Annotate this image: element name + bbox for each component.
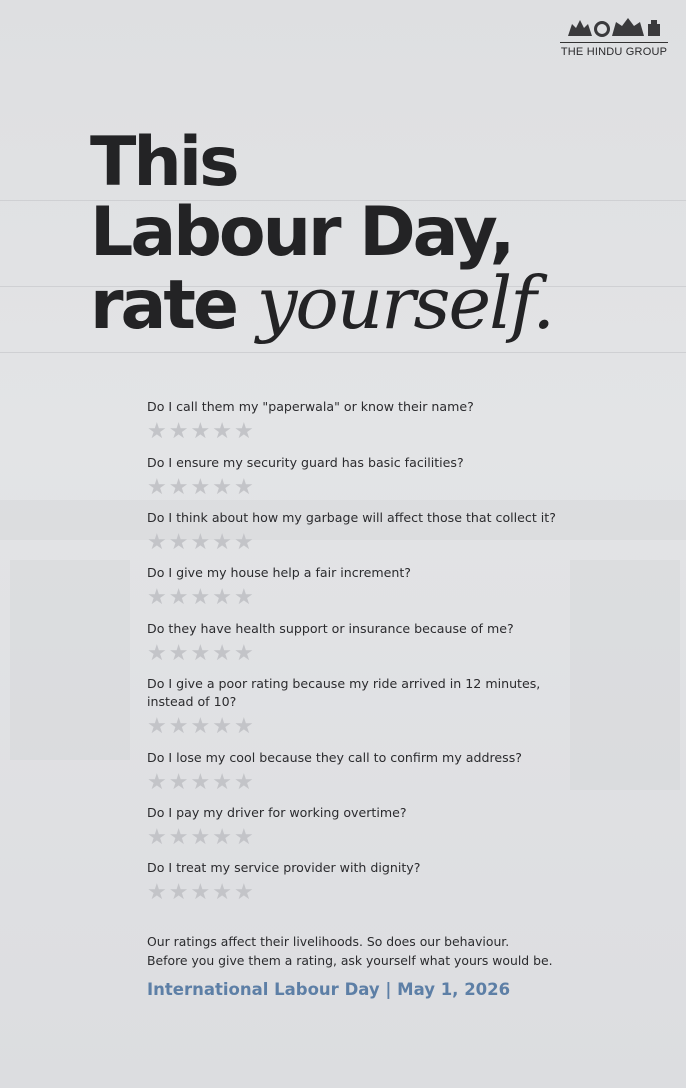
star-rating[interactable] [147,826,667,848]
star-outline-icon[interactable]: ★ [190,584,211,609]
star-outline-icon[interactable]: ★ [147,640,167,665]
star-outline-icon[interactable]: ★ [233,824,254,849]
question-item [147,804,667,848]
star-outline-icon[interactable]: ★ [168,824,189,849]
question-text: Do I treat my service provider with dignity? [147,860,421,875]
star-outline-icon[interactable]: ★ [212,640,232,665]
question-text: Do I call them my "paperwala" or know their name? [147,399,474,414]
star-outline-icon[interactable]: ★ [212,879,232,904]
footer-line-1: Our ratings affect their livelihoods. So does our behaviour. [147,934,510,949]
star-rating[interactable] [147,420,667,442]
headline-line-2: Labour Day, [90,193,513,272]
star-outline-icon[interactable]: ★ [212,713,232,738]
ghost-panel [10,560,130,760]
footer-line-2: Before you give them a rating, ask yourself what yours would be. [147,953,553,968]
star-outline-icon[interactable]: ★ [190,474,211,499]
headline-line-3-plain: rate [90,266,257,345]
question-text: Do they have health support or insurance because of me? [147,621,514,636]
star-outline-icon[interactable]: ★ [212,769,232,794]
star-rating[interactable] [147,642,667,664]
question-item [147,620,667,664]
ghost-rule [0,352,686,353]
star-outline-icon[interactable]: ★ [212,418,232,443]
star-outline-icon[interactable]: ★ [233,713,254,738]
headline-line-3 [90,261,554,345]
star-outline-icon[interactable]: ★ [147,584,167,609]
star-outline-icon[interactable]: ★ [168,474,189,499]
headline-line-1: This [90,123,237,202]
star-outline-icon[interactable]: ★ [233,879,254,904]
star-outline-icon[interactable]: ★ [147,418,167,443]
star-outline-icon[interactable]: ★ [212,824,232,849]
question-text: Do I think about how my garbage will affect those that collect it? [147,510,556,525]
question-item [147,454,667,498]
star-outline-icon[interactable]: ★ [168,769,189,794]
star-outline-icon[interactable]: ★ [147,824,167,849]
star-outline-icon[interactable]: ★ [233,474,254,499]
question-item [147,675,667,737]
star-outline-icon[interactable]: ★ [147,474,167,499]
hindu-group-emblem-icon [564,14,664,40]
headline-line-3-italic: yourself. [256,261,554,345]
event-tagline: International Labour Day | May 1, 2026 [147,980,511,999]
star-outline-icon[interactable]: ★ [168,879,189,904]
star-rating[interactable] [147,531,667,553]
question-text: Do I lose my cool because they call to confirm my address? [147,750,522,765]
star-outline-icon[interactable]: ★ [233,769,254,794]
star-outline-icon[interactable]: ★ [168,418,189,443]
star-outline-icon[interactable]: ★ [147,713,167,738]
question-item [147,398,667,442]
question-item [147,564,667,608]
star-outline-icon[interactable]: ★ [168,640,189,665]
question-text-line-2: instead of 10? [147,694,237,709]
star-outline-icon[interactable]: ★ [147,769,167,794]
headline [90,123,554,345]
star-rating[interactable] [147,586,667,608]
star-outline-icon[interactable]: ★ [190,879,211,904]
star-outline-icon[interactable]: ★ [233,584,254,609]
star-outline-icon[interactable]: ★ [168,529,189,554]
footer-message [147,932,667,970]
star-rating[interactable] [147,881,667,903]
star-outline-icon[interactable]: ★ [190,529,211,554]
star-rating[interactable] [147,771,667,793]
star-outline-icon[interactable]: ★ [168,713,189,738]
brand-logo [560,14,668,58]
question-item [147,749,667,793]
star-outline-icon[interactable]: ★ [233,529,254,554]
brand-name: THE HINDU GROUP [560,42,668,58]
question-text-line-1: Do I give a poor rating because my ride arrived in 12 minutes, [147,676,541,691]
star-outline-icon[interactable]: ★ [168,584,189,609]
question-item [147,859,667,903]
star-outline-icon[interactable]: ★ [147,879,167,904]
star-outline-icon[interactable]: ★ [190,824,211,849]
star-outline-icon[interactable]: ★ [212,474,232,499]
star-rating[interactable] [147,715,667,737]
star-outline-icon[interactable]: ★ [212,584,232,609]
star-rating[interactable] [147,476,667,498]
star-outline-icon[interactable]: ★ [233,640,254,665]
star-outline-icon[interactable]: ★ [212,529,232,554]
star-outline-icon[interactable]: ★ [190,418,211,443]
star-outline-icon[interactable]: ★ [233,418,254,443]
star-outline-icon[interactable]: ★ [190,769,211,794]
star-outline-icon[interactable]: ★ [147,529,167,554]
star-outline-icon[interactable]: ★ [190,640,211,665]
star-outline-icon[interactable]: ★ [190,713,211,738]
question-text: Do I give my house help a fair increment? [147,565,411,580]
question-text: Do I pay my driver for working overtime? [147,805,407,820]
question-text: Do I ensure my security guard has basic facilities? [147,455,464,470]
question-item [147,509,667,553]
